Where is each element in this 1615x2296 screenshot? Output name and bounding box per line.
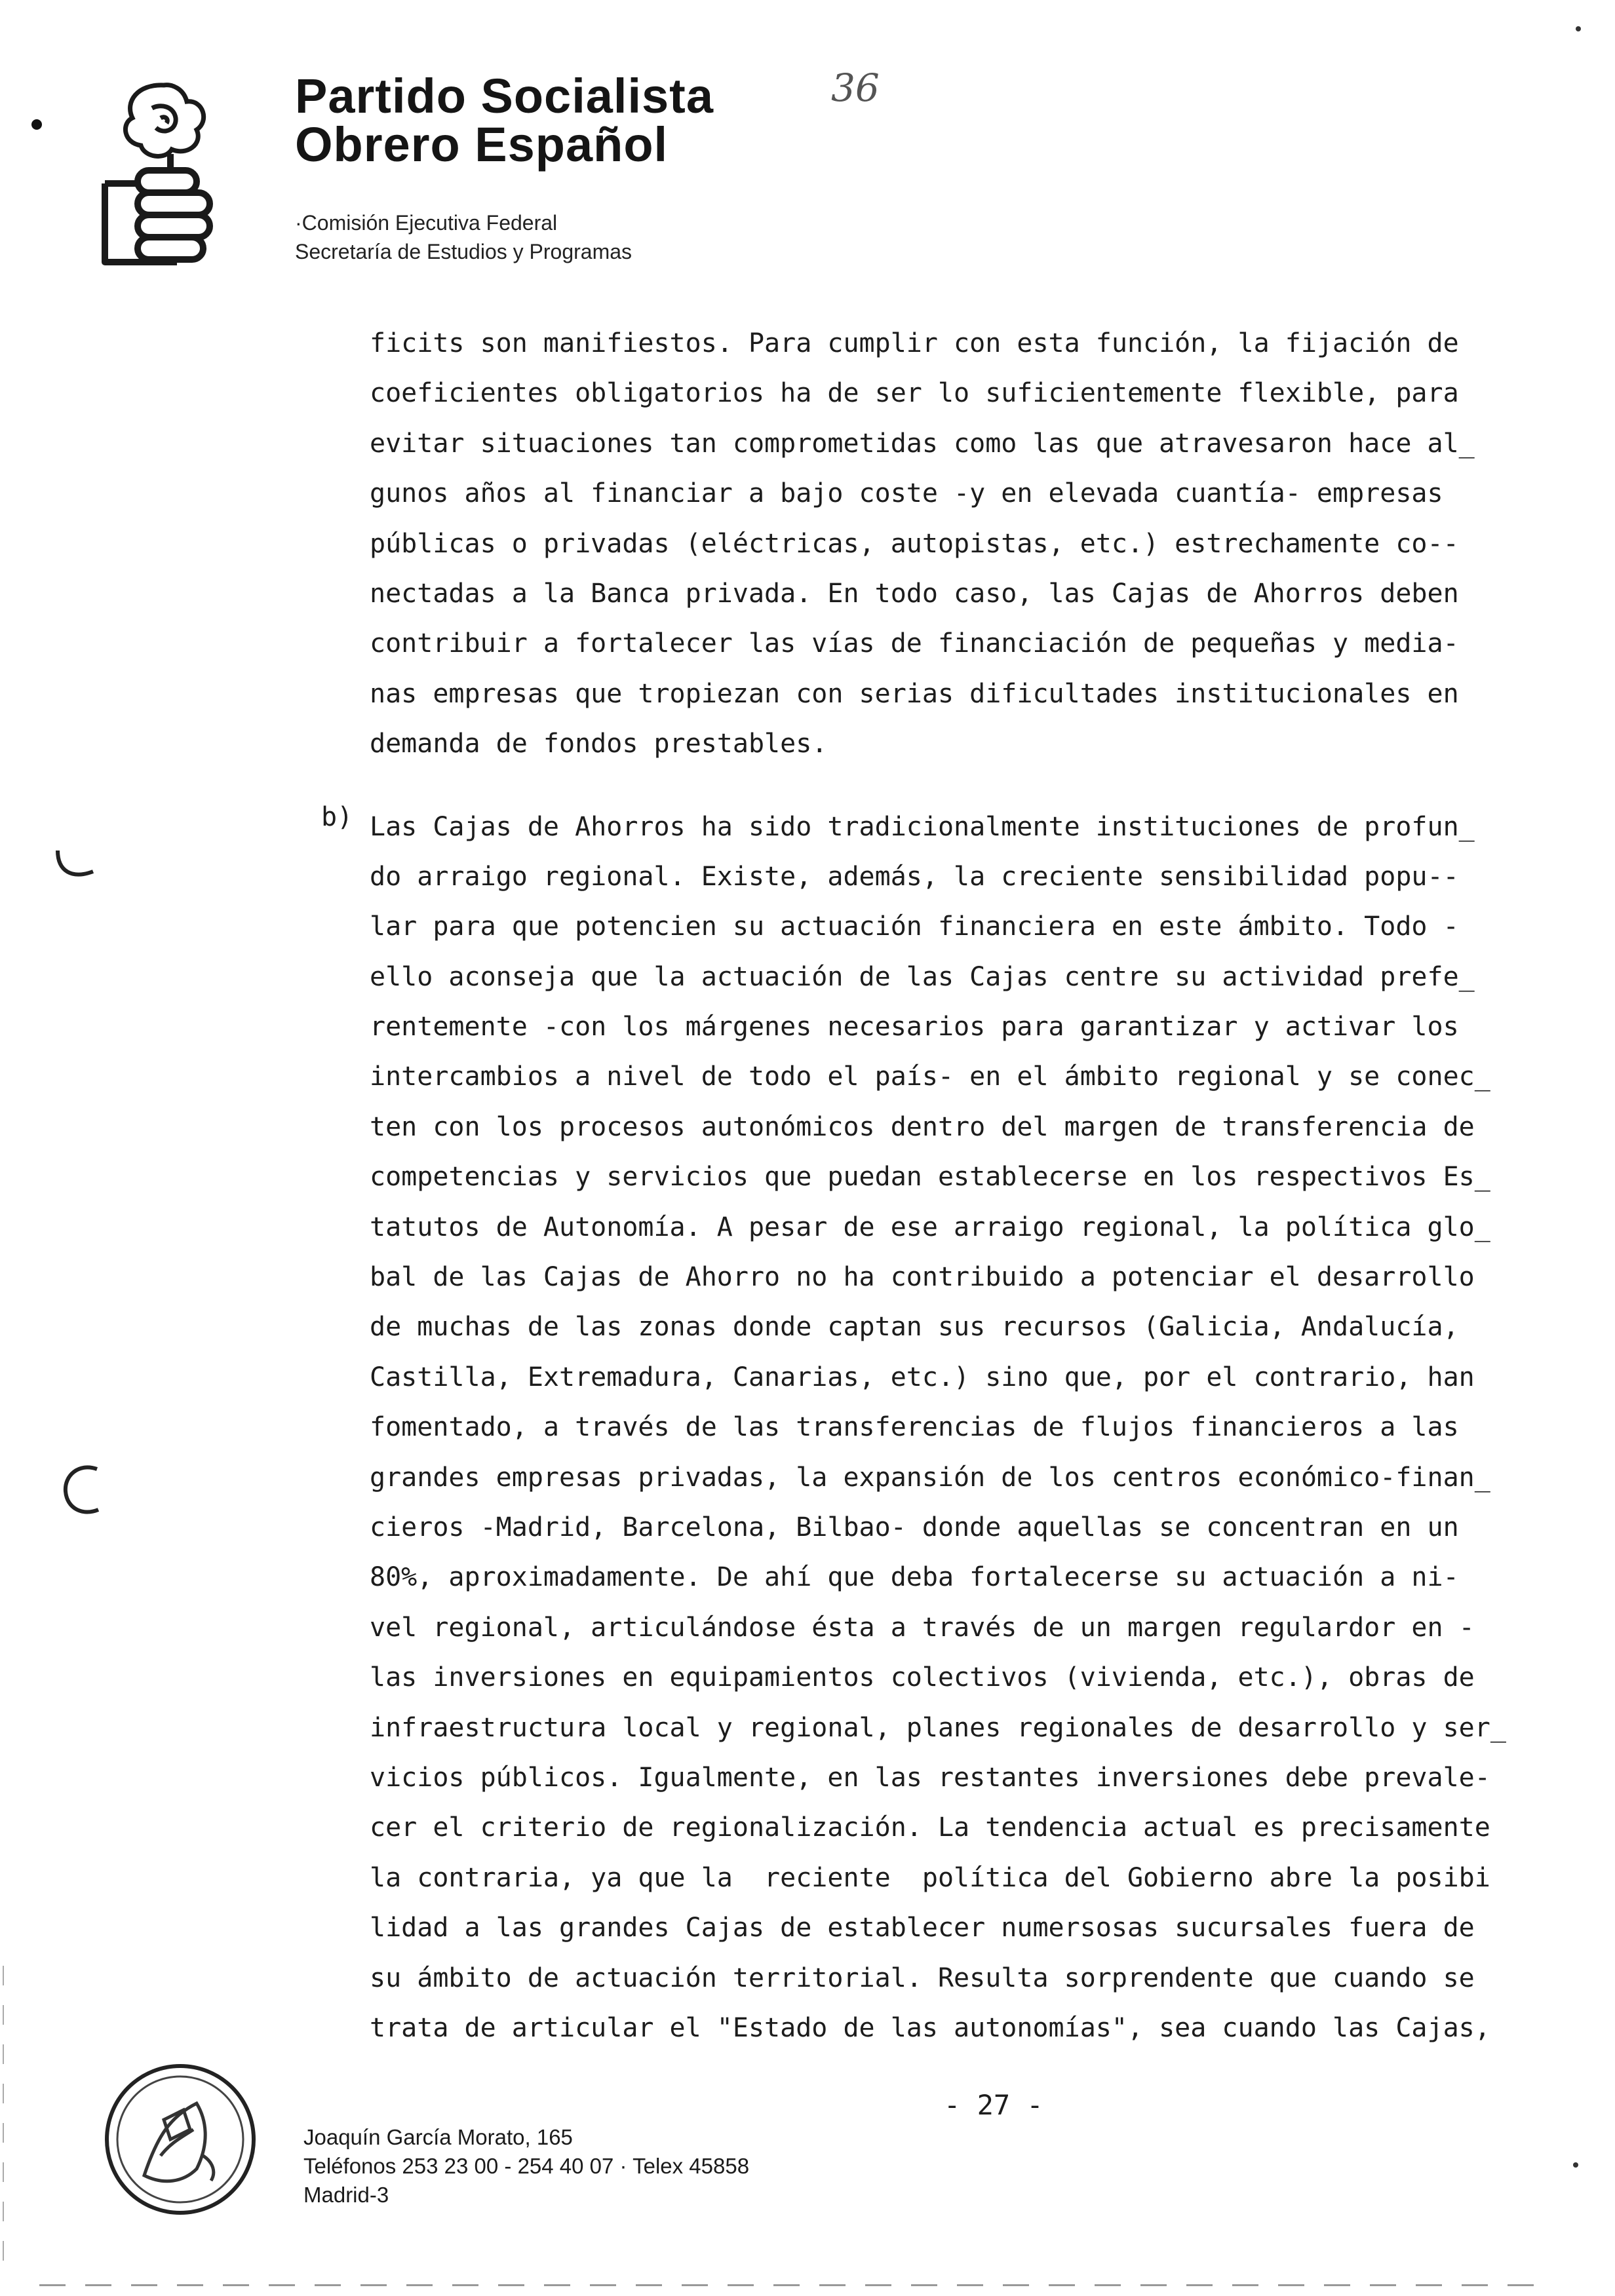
- paragraph-1: [370, 318, 1569, 769]
- paragraph-2-line: do arraigo regional. Existe, además, la creciente sensibilidad popu--: [370, 861, 1459, 892]
- paragraph-2: [370, 802, 1569, 2054]
- page-number: - 27 -: [944, 2089, 1043, 2121]
- paragraph-2-line: vel regional, articulándose ésta a través de un margen regulardor en -: [370, 1612, 1475, 1643]
- paragraph-2-line: ello aconseja que la actuación de las Cajas centre su actividad prefe_: [370, 961, 1475, 992]
- left-scan-edge: [3, 1966, 4, 2280]
- org-name-line2: Obrero Español: [295, 117, 669, 172]
- bottom-scan-edge: [39, 2284, 1547, 2286]
- paragraph-2-line: intercambios a nivel de todo el país- en el ámbito regional y se conec_: [370, 1062, 1490, 1092]
- psoe-logo-icon: [92, 72, 236, 275]
- department-line2: Secretaría de Estudios y Programas: [295, 240, 632, 263]
- scan-dot: [31, 119, 42, 130]
- paragraph-1-line: nectadas a la Banca privada. En todo caso, las Cajas de Ahorros deben: [370, 578, 1459, 609]
- paragraph-2-line: grandes empresas privadas, la expansión de los centros económico-finan_: [370, 1462, 1490, 1493]
- footer-phones: Teléfonos 253 23 00 - 254 40 07 · Telex 45858: [303, 2154, 750, 2178]
- organization-name: [295, 69, 714, 172]
- footer-street: Joaquín García Morato, 165: [303, 2125, 573, 2149]
- paragraph-1-line: ficits son manifiestos. Para cumplir con esta función, la fijación de: [370, 328, 1459, 358]
- paragraph-1-line: demanda de fondos prestables.: [370, 729, 828, 759]
- paragraph-2-line: 80%, aproximadamente. De ahí que deba fortalecerse su actuación a ni-: [370, 1562, 1459, 1593]
- paragraph-2-line: bal de las Cajas de Ahorro no ha contribuido a potenciar el desarrollo: [370, 1262, 1475, 1293]
- paragraph-2-line: tatutos de Autonomía. A pesar de ese arraigo regional, la política glo_: [370, 1212, 1490, 1242]
- paragraph-2-line: competencias y servicios que puedan establecerse en los respectivos Es_: [370, 1162, 1490, 1193]
- paragraph-2-line: las inversiones en equipamientos colectivos (vivienda, etc.), obras de: [370, 1662, 1475, 1693]
- paragraph-2-line: Castilla, Extremadura, Canarias, etc.) sino que, por el contrario, han: [370, 1362, 1475, 1392]
- paragraph-2-line: cer el criterio de regionalización. La tendencia actual es precisamente: [370, 1812, 1490, 1843]
- footer-city: Madrid-3: [303, 2183, 389, 2207]
- paragraph-1-line: evitar situaciones tan comprometidas como las que atravesaron hace al_: [370, 428, 1475, 459]
- paragraph-1-line: coeficientes obligatorios ha de ser lo suficientemente flexible, para: [370, 378, 1459, 409]
- list-item-marker: b): [321, 801, 353, 832]
- paragraph-1-line: nas empresas que tropiezan con serias dificultades institucionales en: [370, 678, 1459, 709]
- handwritten-page-note: 36: [831, 66, 880, 110]
- paragraph-2-line: trata de articular el "Estado de las autonomías", sea cuando las Cajas,: [370, 2012, 1490, 2043]
- paragraph-1-line: gunos años al financiar a bajo coste -y en elevada cuantía- empresas: [370, 478, 1443, 509]
- paragraph-2-line: vicios públicos. Igualmente, en las restantes inversiones debe prevale-: [370, 1762, 1490, 1793]
- paragraph-2-line: su ámbito de actuación territorial. Resulta sorprendente que cuando se: [370, 1962, 1475, 1993]
- scan-dot: [1573, 2162, 1578, 2168]
- paragraph-2-line: rentemente -con los márgenes necesarios para garantizar y activar los: [370, 1012, 1459, 1043]
- paragraph-1-line: contribuir a fortalecer las vías de financiación de pequeñas y media-: [370, 628, 1459, 659]
- list-item-b: [321, 801, 1569, 2054]
- department-subheading: [295, 208, 632, 266]
- stamp-seal-icon: [98, 2057, 262, 2221]
- footer-address: [303, 2123, 749, 2210]
- document-body: [321, 318, 1569, 2053]
- department-line1: ·Comisión Ejecutiva Federal: [295, 211, 558, 235]
- punch-hole-mark: [59, 1461, 105, 1520]
- paragraph-2-line: infraestructura local y regional, planes regionales de desarrollo y ser_: [370, 1712, 1506, 1743]
- paragraph-2-line: la contraria, ya que la reciente política del Gobierno abre la posibi: [370, 1862, 1490, 1893]
- scan-dot: [1576, 26, 1581, 31]
- org-name-line1: Partido Socialista: [295, 69, 714, 123]
- paragraph-2-line: cieros -Madrid, Barcelona, Bilbao- donde aquellas se concentran en un: [370, 1512, 1459, 1542]
- punch-hole-mark: [52, 845, 98, 885]
- paragraph-2-line: Las Cajas de Ahorros ha sido tradicionalmente instituciones de profun_: [370, 811, 1475, 842]
- paragraph-1-line: públicas o privadas (eléctricas, autopistas, etc.) estrechamente co--: [370, 528, 1459, 559]
- paragraph-2-line: lidad a las grandes Cajas de establecer numersosas sucursales fuera de: [370, 1913, 1475, 1943]
- paragraph-2-line: fomentado, a través de las transferencias de flujos financieros a las: [370, 1412, 1459, 1443]
- paragraph-2-line: lar para que potencien su actuación financiera en este ámbito. Todo -: [370, 911, 1459, 942]
- paragraph-2-line: ten con los procesos autonómicos dentro del margen de transferencia de: [370, 1111, 1475, 1142]
- paragraph-2-line: de muchas de las zonas donde captan sus recursos (Galicia, Andalucía,: [370, 1312, 1459, 1343]
